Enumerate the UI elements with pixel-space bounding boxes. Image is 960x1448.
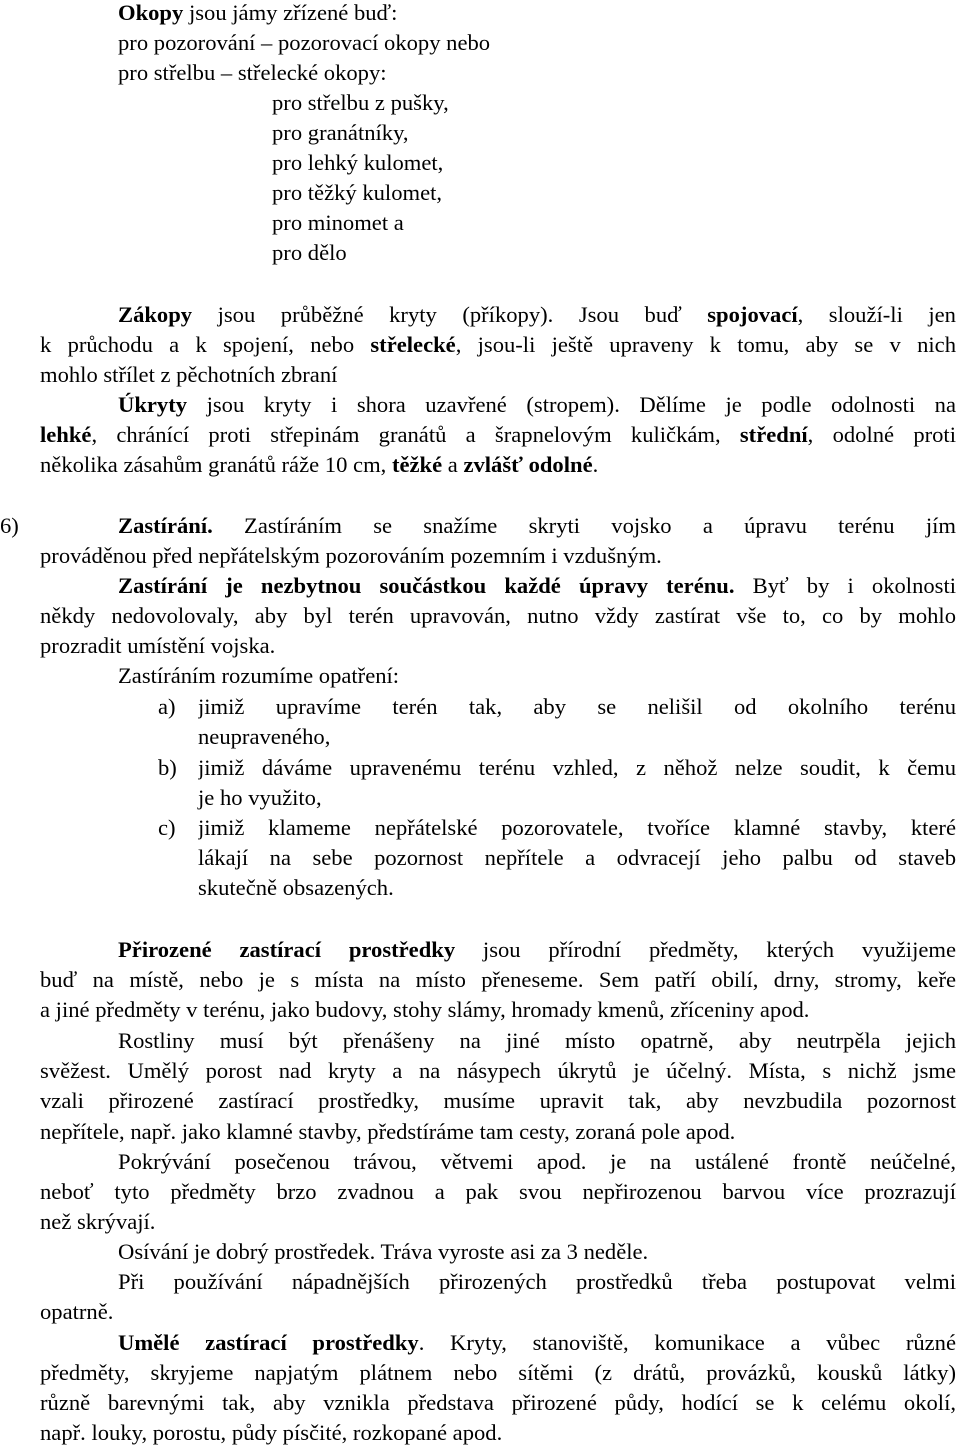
section-title: Zastírání. [118,513,213,538]
list-marker-c: c) [158,815,176,840]
okopy-sub-item: pro minomet a [272,210,404,235]
okopy-line-1: Okopy jsou jámy zřízené buď: [118,0,398,25]
okopy-sub-item: pro lehký kulomet, [272,150,444,175]
section-number: 6) [0,513,19,538]
list-item-a-line-1: jimiž upravíme terén tak, aby se nelišil od okolního terénu [198,694,956,719]
okopy-line-2: pro pozorování – pozorovací okopy nebo [118,30,491,55]
umele-line-4: např. louky, porostu, půdy písčité, rozkopané apod. [40,1420,503,1445]
rostliny-line-4: nepřítele, např. jako klamné stavby, předstíráme tam cesty, zoraná pole apod. [40,1119,736,1144]
pokryvani-line-3: než skrývají. [40,1209,156,1234]
okopy-sub-item: pro těžký kulomet, [272,180,443,205]
list-marker-b: b) [158,755,177,780]
list-item-b-line-1: jimiž dáváme upravenému terénu vzhled, z něhož nelze soudit, k čemu [198,755,956,780]
umele-line-3: různě barevnými tak, aby vznikla představa přirozené půdy, hodící se k celému okolí, [40,1390,956,1415]
zastirani-line-3: Zastírání je nezbytnou součástkou každé úpravy terénu. Byť by i okolnosti [118,573,956,598]
osivani-line: Osívání je dobrý prostředek. Tráva vyroste asi za 3 neděle. [118,1239,649,1264]
rostliny-line-2: svěžest. Umělý porost nad kryty a na násypech úkrytů je účelný. Místa, s nichž jsme [40,1058,956,1083]
zastirani-line-1: Zastírání. Zastíráním se snažíme skryti vojsko a úpravu terénu jím [118,513,956,538]
zakopy-line-3: mohlo střílet z pěchotních zbraní [40,362,338,387]
okopy-sub-item: pro granátníky, [272,120,409,145]
prirozene-line-3: a jiné předměty v terénu, jako budovy, stohy slámy, hromady kmenů, zříceniny apod. [40,997,810,1022]
zakopy-line-1: Zákopy jsou průběžné kryty (příkopy). Jsou buď spojovací, slouží-li jen [118,302,956,327]
pouzivani-line-1: Při používání nápadnějších přirozených prostředků třeba postupovat velmi [118,1269,956,1294]
zakopy-line-2: k průchodu a k spojení, nebo střelecké, jsou-li ještě upraveny k tomu, aby se v nich [40,332,956,357]
ukryty-line-1: Úkryty jsou kryty i shora uzavřené (stropem). Dělíme je podle odolnosti na [118,392,956,417]
ukryty-line-3: několika zásahům granátů ráže 10 cm, těžké a zvlášť odolné. [40,452,599,477]
pokryvani-line-2: neboť tyto předměty brzo zvadnou a pak svou nepřirozenou barvou více prozrazují [40,1179,956,1204]
okopy-sub-item: pro dělo [272,240,347,265]
okopy-line-3: pro střelbu – střelecké okopy: [118,60,387,85]
pouzivani-line-2: opatrně. [40,1299,114,1324]
umele-line-2: předměty, skryjeme napjatým plátnem nebo sítěmi (z drátů, provázků, kousků látky) [40,1360,956,1385]
list-marker-a: a) [158,694,176,719]
ukryty-line-2: lehké, chránící proti střepinám granátů a šrapnelovým kuličkám, střední, odolné proti [40,422,956,447]
okopy-sub-item: pro střelbu z pušky, [272,90,449,115]
term-okopy: Okopy [118,0,184,25]
list-item-c-line-3: skutečně obsazených. [198,875,394,900]
list-item-b-line-2: je ho využito, [198,785,322,810]
rostliny-line-3: vzali přirozené zastírací prostředky, musíme upravit tak, aby nevzbudila pozornost [40,1088,956,1113]
list-item-a-line-2: neupraveného, [198,724,331,749]
list-item-c-line-2: lákají na sebe pozornost nepřítele a odvracejí jeho palbu od staveb [198,845,956,870]
prirozene-line-2: buď na místě, nebo je s místa na místo přeneseme. Sem patří obilí, drny, stromy, keře [40,967,956,992]
zastirani-line-2: prováděnou před nepřátelským pozorováním pozemním i vzdušným. [40,543,662,568]
umele-line-1: Umělé zastírací prostředky. Kryty, stanoviště, komunikace a vůbec různé [118,1330,956,1355]
zastirani-line-5: prozradit umístění vojska. [40,633,276,658]
zastirani-line-6: Zastíráním rozumíme opatření: [118,663,400,688]
list-item-c-line-1: jimiž klameme nepřátelské pozorovatele, tvoříce klamné stavby, které [198,815,956,840]
rostliny-line-1: Rostliny musí být přenášeny na jiné místo opatrně, aby neutrpěla jejich [118,1028,956,1053]
pokryvani-line-1: Pokrývání posečenou trávou, větvemi apod. je na ustálené frontě neúčelné, [118,1149,956,1174]
prirozene-line-1: Přirozené zastírací prostředky jsou přírodní předměty, kterých využijeme [118,937,956,962]
zastirani-line-4: někdy nedovolovaly, aby byl terén upravován, nutno vždy zastírat vše to, co by mohlo [40,603,956,628]
